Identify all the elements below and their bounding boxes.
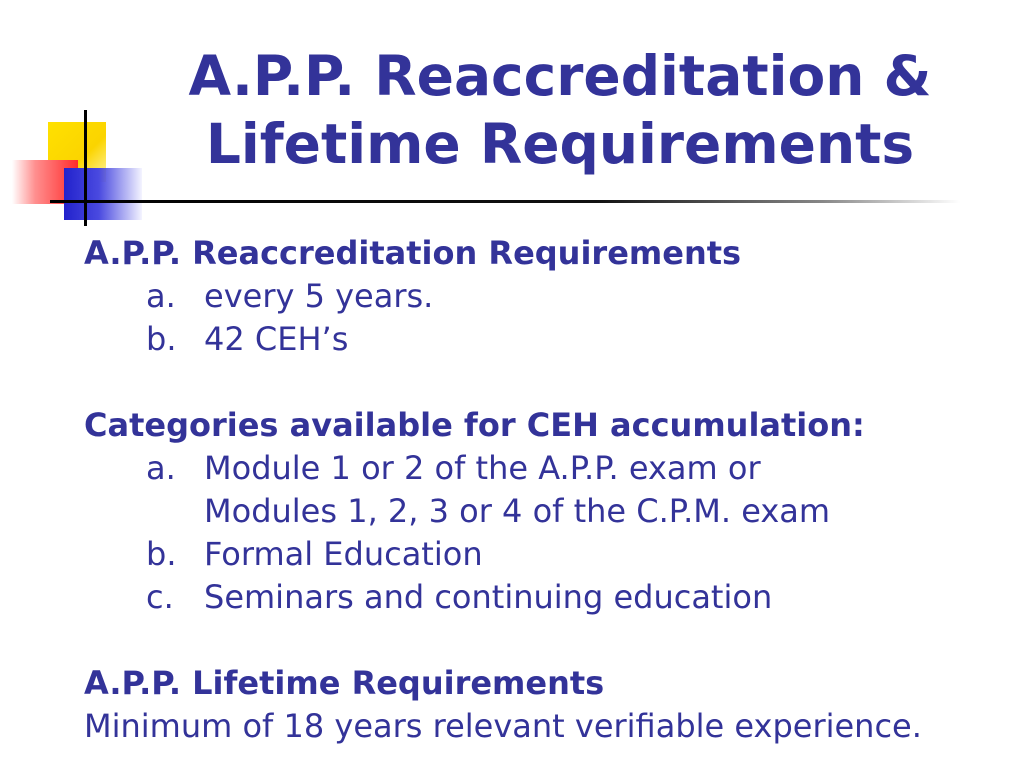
item-marker: a.: [146, 449, 176, 487]
slide-title-line-1: A.P.P. Reaccreditation &: [188, 44, 932, 108]
lifetime-heading: A.P.P. Lifetime Requirements: [84, 664, 605, 702]
item-text: Module 1 or 2 of the A.P.P. exam or: [204, 449, 761, 487]
categories-heading: Categories available for CEH accumulation:: [84, 406, 865, 444]
item-text: Formal Education: [204, 535, 483, 573]
categories-item-c: [84, 576, 1014, 619]
item-text: 42 CEH’s: [204, 320, 349, 358]
slide-body: [84, 232, 1014, 748]
slide-title-line-2: Lifetime Requirements: [205, 112, 915, 176]
spacer: [84, 361, 1014, 404]
item-marker: b.: [146, 535, 177, 573]
spacer: [84, 619, 1014, 662]
lifetime-text: Minimum of 18 years relevant verifiable experience.: [84, 707, 922, 745]
title-underline-rule: [50, 200, 960, 203]
categories-item-a: [84, 447, 1014, 490]
categories-item-a-continuation: Modules 1, 2, 3 or 4 of the C.P.M. exam: [204, 492, 831, 530]
item-marker: a.: [146, 277, 176, 315]
reaccreditation-item-b: [84, 318, 1014, 361]
vertical-rule-decoration: [84, 110, 87, 226]
categories-item-b: [84, 533, 1014, 576]
item-marker: c.: [146, 578, 174, 616]
reaccreditation-item-a: [84, 275, 1014, 318]
item-marker: b.: [146, 320, 177, 358]
blue-square-decoration: [64, 168, 142, 220]
reaccreditation-heading: A.P.P. Reaccreditation Requirements: [84, 234, 742, 272]
item-text: every 5 years.: [204, 277, 434, 315]
slide-title: [150, 42, 970, 178]
item-text: Seminars and continuing education: [204, 578, 773, 616]
